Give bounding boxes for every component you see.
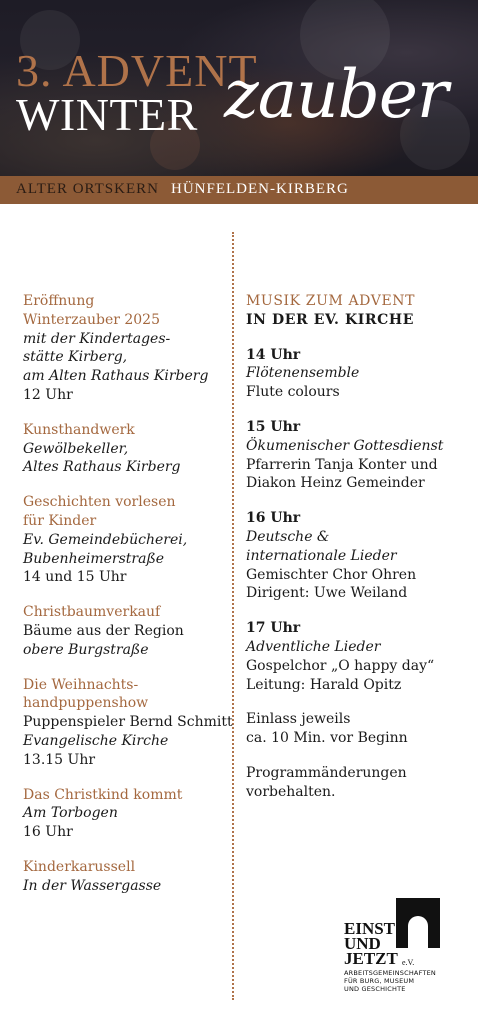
program-detail-line: Diakon Heinz Gemeinder — [246, 475, 425, 492]
music-event — [246, 418, 471, 493]
program-detail-line: ca. 10 Min. vor Beginn — [246, 730, 408, 747]
program-title-line: Christbaumverkauf — [23, 604, 161, 621]
program-item — [23, 603, 228, 659]
program-location-line: internationale Lieder — [246, 547, 397, 564]
program-detail-line: Einlass jeweils — [246, 711, 351, 728]
program-item — [23, 421, 228, 477]
program-location-line: In der Wassergasse — [23, 877, 162, 894]
event-time: 17 Uhr — [246, 620, 301, 637]
program-title-line: Das Christkind kommt — [23, 786, 183, 803]
header-image — [0, 0, 478, 176]
dotted-divider — [232, 232, 234, 1000]
location-banner — [0, 176, 478, 204]
logo-sub3: UND GESCHICHTE — [344, 985, 406, 993]
einst-und-jetzt-logo — [344, 898, 454, 1000]
program-detail-line: Gemischter Chor Ohren — [246, 566, 417, 583]
program-detail-line: Leitung: Harald Opitz — [246, 676, 402, 693]
event-time: 15 Uhr — [246, 418, 301, 435]
music-heading — [246, 292, 471, 330]
program-item — [23, 786, 228, 842]
program-detail-line: 14 und 15 Uhr — [23, 569, 127, 586]
program-title-line: Kinderkarussell — [23, 858, 136, 875]
program-location-line: Deutsche & — [246, 528, 330, 545]
program-location-line: mit der Kindertages- — [23, 330, 171, 347]
logo-sub1: ARBEITSGEMEINSCHAFTEN — [344, 969, 436, 977]
logo-suffix: e.V. — [402, 958, 415, 967]
program-location-line: Ev. Gemeindebücherei, — [23, 531, 188, 548]
title-advent: 3. ADVENT — [16, 45, 258, 96]
program-location-line: obere Burgstraße — [23, 641, 149, 658]
program-location-line: Bubenheimerstraße — [23, 550, 165, 567]
left-program-column — [23, 292, 233, 912]
program-title-line: Die Weihnachts- — [23, 676, 139, 693]
event-time: 14 Uhr — [246, 346, 301, 363]
music-heading-line2: IN DER EV. KIRCHE — [246, 311, 414, 328]
program-location-line: Adventliche Lieder — [246, 638, 381, 655]
logo-line1: EINST — [344, 919, 396, 938]
logo-sub2: FÜR BURG, MUSEUM — [344, 977, 415, 985]
program-detail-line: Pfarrerin Tanja Konter und — [246, 456, 438, 473]
program-detail-line: Bäume aus der Region — [23, 622, 184, 639]
program-location-line: Altes Rathaus Kirberg — [23, 459, 181, 476]
music-event — [246, 509, 471, 603]
program-location-line: Am Torbogen — [23, 805, 118, 822]
program-detail-line: 13.15 Uhr — [23, 751, 96, 768]
program-location-line: Evangelische Kirche — [23, 732, 169, 749]
program-title-line: handpuppenshow — [23, 695, 149, 712]
program-location-line: Ökumenischer Gottesdienst — [246, 437, 444, 454]
program-detail-line: vorbehalten. — [246, 783, 336, 800]
program-note — [246, 764, 471, 802]
program-detail-line: Flute colours — [246, 384, 340, 401]
program-detail-line: 16 Uhr — [23, 824, 73, 841]
program-location-line: Gewölbekeller, — [23, 440, 129, 457]
program-location-line: stätte Kirberg, — [23, 349, 128, 366]
program-note — [246, 710, 471, 748]
banner-part1: ALTER ORTSKERN — [16, 181, 159, 197]
program-title-line: Kunsthandwerk — [23, 421, 135, 438]
title-winter: WINTER — [16, 89, 198, 140]
right-music-column — [246, 292, 471, 818]
program-title-line: für Kinder — [23, 512, 97, 529]
program-item — [23, 292, 228, 405]
logo-line3: JETZT — [344, 949, 398, 968]
program-title-line: Winterzauber 2025 — [23, 311, 160, 328]
program-item — [23, 493, 228, 587]
program-detail-line: Dirigent: Uwe Weiland — [246, 585, 408, 602]
program-detail-line: 12 Uhr — [23, 386, 73, 403]
logo-line2: UND — [344, 934, 381, 953]
program-location-line: am Alten Rathaus Kirberg — [23, 368, 209, 385]
banner-part2: HÜNFELDEN-KIRBERG — [171, 181, 349, 197]
arch-icon — [396, 898, 440, 948]
music-heading-line1: MUSIK ZUM ADVENT — [246, 293, 416, 309]
program-title-line: Eröffnung — [23, 293, 95, 309]
program-item — [23, 858, 228, 896]
program-title-line: Geschichten vorlesen — [23, 494, 176, 511]
program-item — [23, 676, 233, 770]
music-event — [246, 346, 471, 402]
program-detail-line: Programmänderungen — [246, 764, 407, 781]
title-zauber-script: zauber — [224, 56, 448, 133]
program-detail-line: Gospelchor „O happy day“ — [246, 657, 435, 674]
program-location-line: Flötenensemble — [246, 365, 360, 382]
program-detail-line: Puppenspieler Bernd Schmitt — [23, 714, 233, 731]
event-time: 16 Uhr — [246, 510, 301, 527]
music-event — [246, 619, 471, 694]
